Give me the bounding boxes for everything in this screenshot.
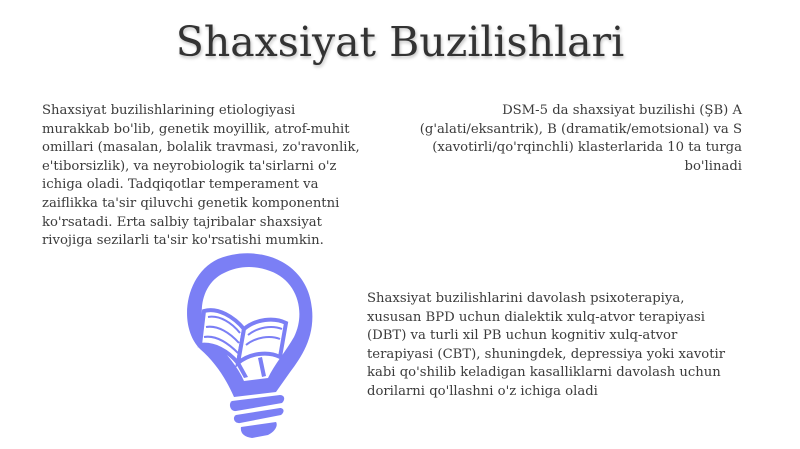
- etiology-paragraph: Shaxsiyat buzilishlarining etiologiyasi murakkab bo'lib, genetik moyillik, atrof-muhit omillari (masalan, bolalik travmasi, zo'ravonlik, e'tiborsizlik), va neyrobiologik ta'sirlarni o'z ichiga oladi. Tadqiqotlar temperament va zaiflikka ta'sir qiluvchi genetik komponentni ko'rsatadi. Erta salbiy tajribalar shaxsiyat rivojiga sezilarli ta'sir ko'rsatishi mumkin.: [42, 103, 360, 249]
- classification-paragraph: DSM-5 da shaxsiyat buzilishi (ŞB) A (g'alati/eksantrik), B (dramatik/emotsional) va S (xavotirli/qo'rqinchli) klasterlarida 10 ta turga bo'linadi: [419, 103, 742, 174]
- lightbulb-book-icon: [140, 247, 340, 449]
- treatment-paragraph: Shaxsiyat buzilishlarini davolash psixoterapiya, xususan BPD uchun dialektik xulq-atvor terapiyasi (DBT) va turli xil PB uchun kognitiv xulq-atvor terapiyasi (CBT), shuningdek, depressiya yoki xavotir kabi qo'shilib keladigan kasalliklarni davolash uchun dorilarni qo'llashni o'z ichiga oladi: [367, 291, 726, 399]
- slide-title: Shaxsiyat Buzilishlari: [175, 18, 625, 66]
